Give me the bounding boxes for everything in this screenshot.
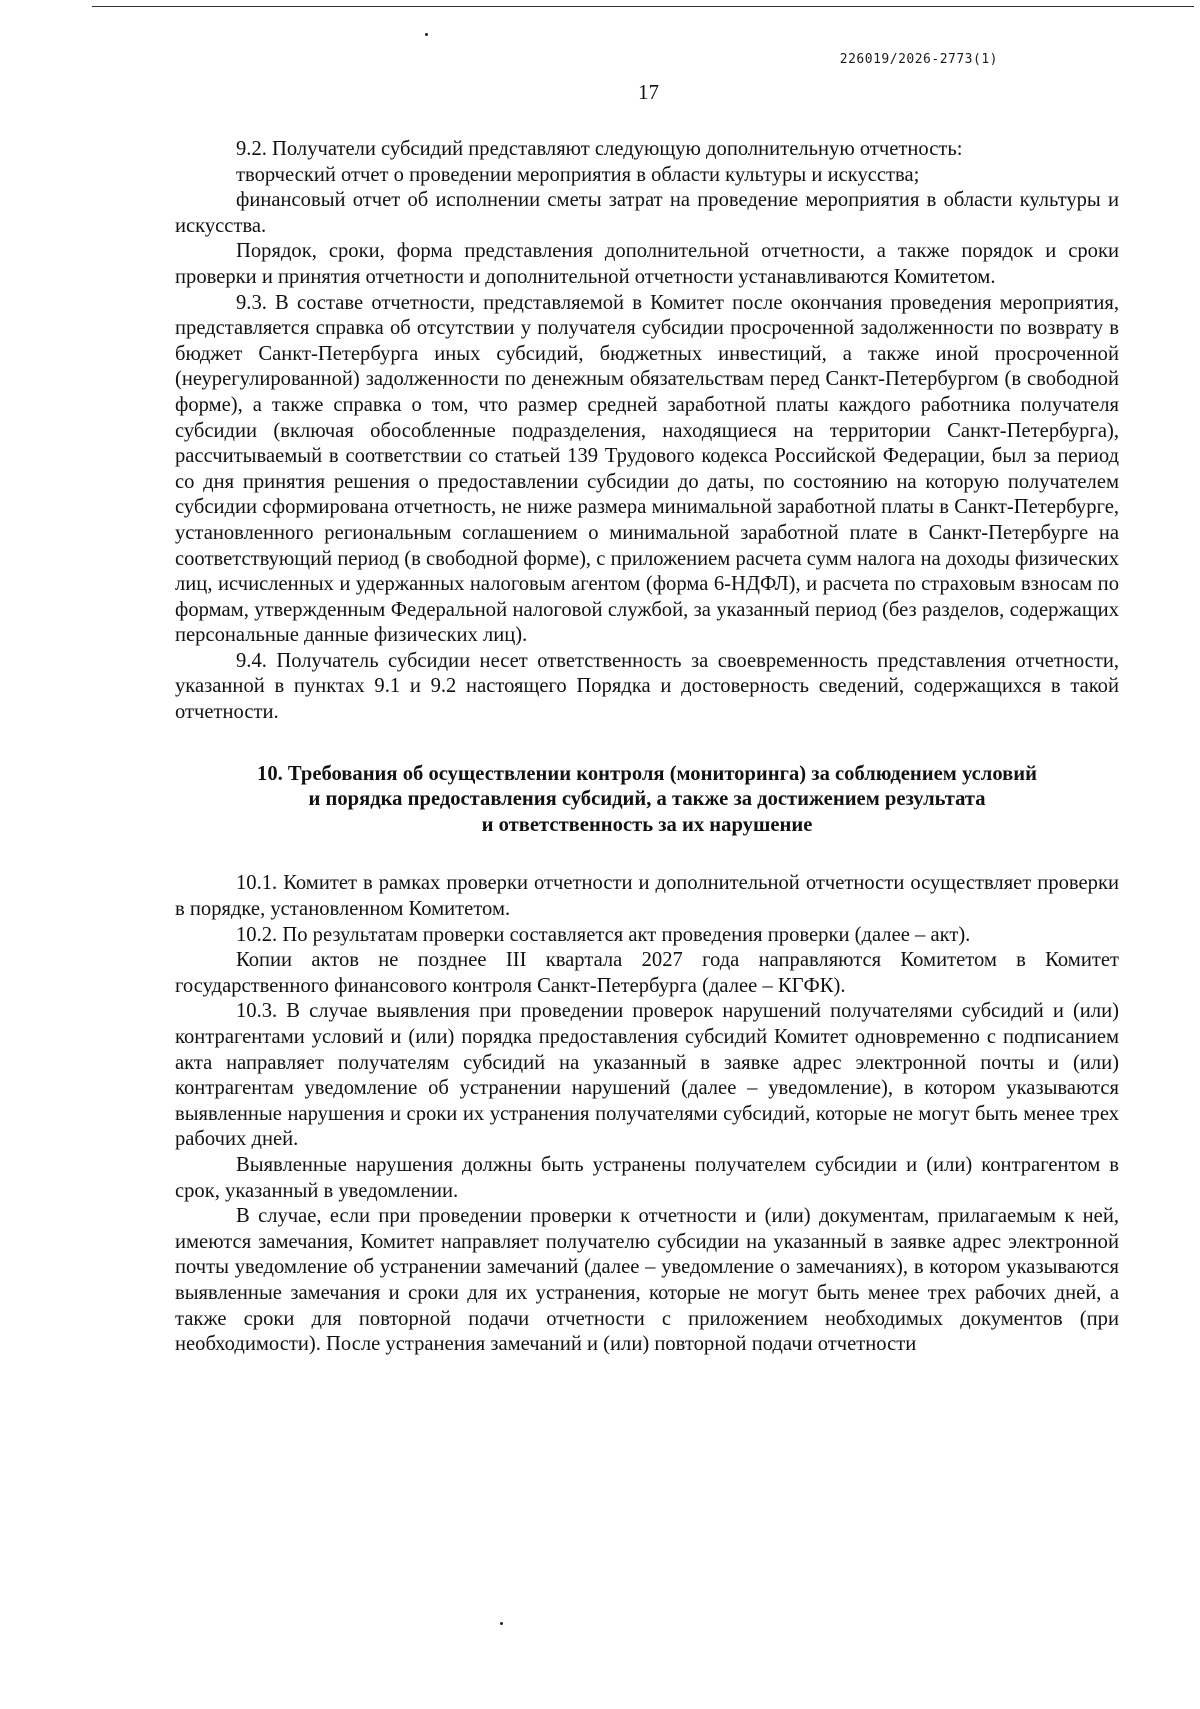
paragraph-9-4: 9.4. Получатель субсидии несет ответственность за своевременность представления отчетности, указанной в пунктах 9.1 и 9.2 настоящего Порядка и достоверность сведений, содержащихся в такой отчетности.: [175, 649, 1119, 724]
document-registration-number: 226019/2026-2773(1): [839, 52, 998, 67]
section-10-heading-line: и порядка предоставления субсидий, а также за достижением результата: [308, 788, 986, 811]
scan-artifact-dot: [425, 33, 428, 36]
paragraph-10-1: 10.1. Комитет в рамках проверки отчетности и дополнительной отчетности осуществляет проверки в порядке, установленном Комитетом.: [175, 872, 1119, 921]
page-number: 17: [638, 80, 659, 104]
scan-artifact-dot: [500, 1622, 503, 1625]
paragraph-act-copies: Копии актов не позднее III квартала 2027 года направляются Комитетом в Комитет государственного финансового контроля Санкт-Петербурга (далее – КГФК).: [175, 949, 1119, 997]
section-10-heading: [175, 762, 1119, 839]
paragraph-9-3: 9.3. В составе отчетности, представляемой в Комитет после окончания проведения мероприятия, представляется справка об отсутствии у получателя субсидии просроченной задолженности по возврату в бюджет Санкт-Петербурга иных субсидий, бюджетных инвестиций, а также иной просроченной (неурегулированной) задолженности по денежным обязательствам перед Санкт-Петербургом (в свободной форме), а также справка о том, что размер средней заработной платы каждого работника получателя субсидии (включая обособленные подразделения, находящиеся на территории Санкт-Петербурга), рассчитываемый в соответствии со статьей 139 Трудового кодекса Российской Федерации, был за период со дня принятия решения о предоставлении субсидии до даты, по состоянию на которую получателем субсидии сформирована отчетность, не ниже размера минимальной заработной платы в Санкт-Петербурге, установленного региональным соглашением о минимальной заработной плате в Санкт-Петербурге на соответствующий период (в свободной форме), с приложением расчета сумм налога на доходы физических лиц, исчисленных и удержанных налоговым агентом (форма 6-НДФЛ), и расчета по страховым взносам по формам, утвержденным Федеральной налоговой службой, за указанный период (без разделов, содержащих персональные данные физических лиц).: [175, 291, 1119, 647]
paragraph-10-2: 10.2. По результатам проверки составляется акт проведения проверки (далее – акт).: [236, 923, 971, 946]
paragraph-creative-report: творческий отчет о проведении мероприятия в области культуры и искусства;: [236, 163, 920, 186]
paragraph-10-3: 10.3. В случае выявления при проведении проверок нарушений получателями субсидий и (или) контрагентами условий и (или) порядка предоставления субсидий Комитет одновременно с подписанием акта направляет получателям субсидий на указанный в заявке адрес электронной почты и (или) контрагентам уведомление об устранении нарушений (далее – уведомление), в котором указываются выявленные нарушения и сроки их устранения получателями субсидий, которые не могут быть менее трех рабочих дней.: [175, 1000, 1119, 1151]
paragraph-violations-elimination: Выявленные нарушения должны быть устранены получателем субсидии и (или) контрагентом в срок, указанный в уведомлении.: [175, 1153, 1119, 1202]
document-body: [175, 137, 1119, 1358]
page-top-border: [92, 6, 1194, 7]
paragraph-reporting-procedure: Порядок, сроки, форма представления дополнительной отчетности, а также порядок и сроки проверки и принятия отчетности и дополнительной отчетности устанавливаются Комитетом.: [175, 240, 1119, 288]
paragraph-financial-report: финансовый отчет об исполнении сметы затрат на проведение мероприятия в области культуры и искусства.: [175, 189, 1119, 237]
section-10-heading-line: и ответственность за их нарушение: [481, 813, 813, 836]
paragraph-9-2: 9.2. Получатели субсидий представляют следующую дополнительную отчетность:: [236, 138, 963, 160]
section-10-heading-line: 10. Требования об осуществлении контроля (мониторинга) за соблюдением условий: [257, 762, 1037, 785]
paragraph-remarks: В случае, если при проведении проверки к отчетности и (или) документам, прилагаемым к ней, имеются замечания, Комитет направляет получателю субсидии на указанный в заявке адрес электронной почты уведомление об устранении замечаний (далее – уведомление о замечаниях), в котором указываются выявленные замечания и сроки для их устранения, которые не могут быть менее трех рабочих дней, а также сроки для повторной подачи отчетности с приложением необходимых документов (при необходимости). После устранения замечаний и (или) повторной подачи отчетности: [175, 1205, 1119, 1356]
